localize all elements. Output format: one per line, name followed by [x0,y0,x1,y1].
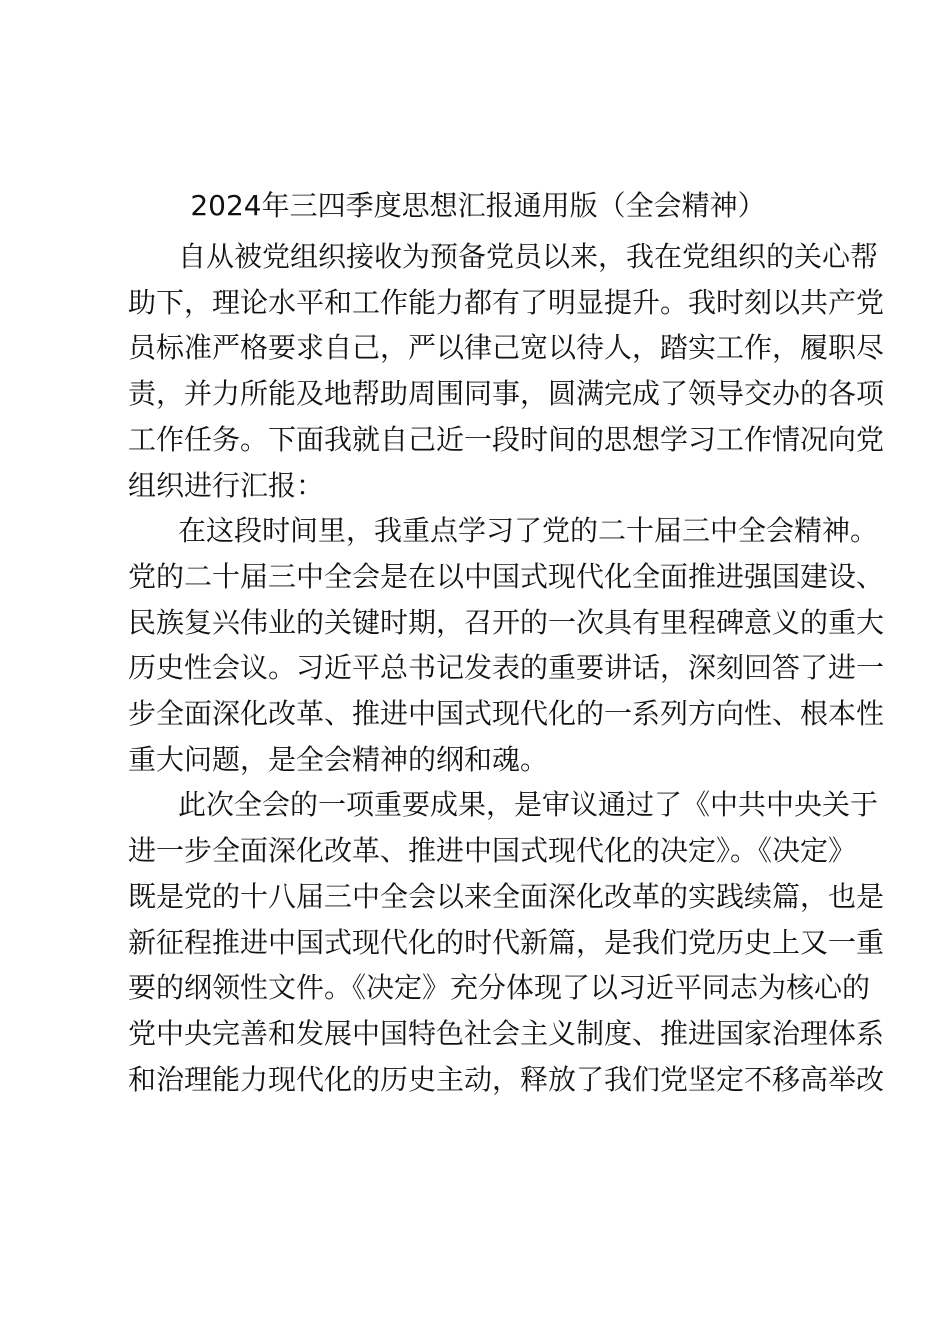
paragraph-line: 此次全会的一项重要成果，是审议通过了《中共中央关于 [178,788,879,822]
paragraph-line: 民族复兴伟业的关键时期，召开的一次具有里程碑意义的重大 [128,605,885,639]
paragraph-line: 责，并力所能及地帮助周围同事，圆满完成了领导交办的各项 [128,377,885,411]
paragraph-line: 重大问题，是全会精神的纲和魂。 [128,742,549,776]
paragraph-line: 步全面深化改革、推进中国式现代化的一系列方向性、根本性 [128,697,885,731]
paragraph-line: 在这段时间里，我重点学习了党的二十届三中全会精神。 [178,514,879,548]
document-body [128,234,885,1102]
paragraph-line: 历史性会议。习近平总书记发表的重要讲话，深刻回答了进一 [128,651,885,685]
paragraph-line: 助下，理论水平和工作能力都有了明显提升。我时刻以共产党 [128,285,885,319]
paragraph-line: 新征程推进中国式现代化的时代新篇，是我们党历史上又一重 [128,925,885,959]
paragraph-line: 工作任务。下面我就自己近一段时间的思想学习工作情况向党 [128,422,885,456]
paragraph-1 [128,234,885,508]
paragraph-line: 党中央完善和发展中国特色社会主义制度、推进国家治理体系 [128,1016,885,1050]
paragraph-line: 和治理能力现代化的历史主动，释放了我们党坚定不移高举改 [128,1062,885,1096]
paragraph-line: 自从被党组织接收为预备党员以来，我在党组织的关心帮 [178,240,879,273]
paragraph-line: 员标准严格要求自己，严以律己宽以待人，踏实工作，履职尽 [128,331,885,365]
paragraph-3 [128,782,885,1102]
paragraph-line: 党的二十届三中全会是在以中国式现代化全面推进强国建设、 [128,559,885,593]
paragraph-line: 进一步全面深化改革、推进中国式现代化的决定》。《决定》 [128,834,857,868]
document-title: 2024年三四季度思想汇报通用版（全会精神） [190,189,766,222]
paragraph-line: 组织进行汇报： [128,468,325,502]
paragraph-line: 要的纲领性文件。《决定》充分体现了以习近平同志为核心的 [128,971,871,1005]
paragraph-2 [128,508,885,782]
paragraph-line: 既是党的十八届三中全会以来全面深化改革的实践续篇，也是 [128,879,885,913]
